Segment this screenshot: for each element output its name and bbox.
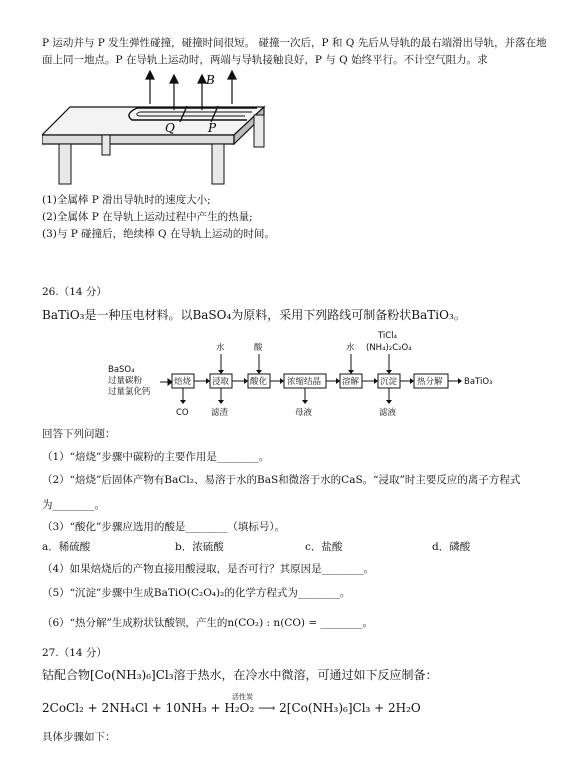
output-mother-liquor: 母液 (295, 408, 313, 418)
p26-q2-line1: （2）“焙烧”后固体产物有BaCl₂、易溶于水的BaS和微溶于水的CaS。“浸取”时主要反应的离子方程式 (42, 474, 521, 486)
p26-q4: （4）如果焙烧后的产物直接用酸浸取，是否可行？其原因是________。 (42, 563, 375, 575)
option-b: b．浓硫酸 (175, 541, 224, 553)
equation-catalyst: 活性炭 (232, 693, 253, 701)
p26-q6: （6）“热分解”生成粉状钛酸钡，产生的n(CO₂) : n(CO) = ________。 (42, 617, 374, 629)
flow-start-3: 过量氯化钙 (108, 387, 151, 397)
output-co: CO (176, 408, 189, 418)
flow-start-1: BaSO₄ (108, 365, 135, 375)
p27-intro: 钴配合物[Co(NH₃)₆]Cl₃溶于热水，在冷水中微溶，可通过如下反应制备： (42, 668, 438, 682)
table-leg (212, 144, 224, 184)
output-residue: 滤渣 (211, 408, 229, 418)
rail-table-figure (42, 70, 302, 188)
input-water-1: 水 (216, 343, 225, 353)
output-filtrate: 滤液 (379, 408, 397, 418)
step-dissolve-label: 溶解 (342, 377, 360, 387)
p27-steps-label: 具体步骤如下： (42, 731, 116, 743)
table-leg (59, 144, 71, 184)
table-leg (102, 135, 110, 155)
label-p: P (208, 121, 217, 135)
process-flow-diagram (108, 330, 528, 420)
flow-end: BaTiO₃ (464, 377, 493, 387)
step-leaching-label: 浸取 (212, 377, 230, 387)
p25-intro-line2: 面上同一地点。P 在导轨上运动时，两端与导轨接触良好，P 与 Q 始终平行。不计空气阻力。求 (42, 54, 488, 66)
p25-q3: (3)与 P 碰撞后，绝续棒 Q 在导轨上运动的时间。 (42, 228, 275, 240)
step-acidify-label: 酸化 (250, 377, 268, 387)
p26-q1: （1）“焙烧”步骤中碳粉的主要作用是________。 (42, 451, 270, 463)
p26-prompt: 回答下列问题： (42, 428, 116, 440)
step-precipitate-label: 沉淀 (380, 377, 398, 387)
p26-q5: （5）“沉淀”步骤中生成BaTiO(C₂O₄)₂的化学方程式为________。 (42, 587, 351, 599)
p26-intro: BaTiO₃是一种压电材料。以BaSO₄为原料，采用下列路线可制备粉状BaTiO₃。 (42, 308, 466, 322)
input-ticl4: TiCl₄ (378, 331, 397, 341)
p27-header: 27.（14 分） (42, 647, 107, 659)
label-b: B (206, 73, 215, 87)
input-water-2: 水 (346, 343, 355, 353)
label-q: Q (165, 121, 175, 135)
p25-q1: (1)全属棒 P 滑出导轨时的速度大小; (42, 194, 211, 206)
p26-q2-line2: 为________。 (42, 499, 105, 511)
input-acid: 酸 (254, 343, 263, 353)
input-oxalate: (NH₄)₂C₂O₄ (366, 343, 412, 353)
p26-q3: （3）“酸化”步骤应选用的酸是________（填标号）。 (42, 521, 286, 533)
step-roasting-label: 焙烧 (174, 377, 192, 387)
flow-start-2: 过量碳粉 (108, 376, 143, 386)
step-decompose-label: 热分解 (417, 377, 443, 387)
magnetic-field-arrows (146, 71, 236, 110)
p27-equation: 2CoCl₂ + 2NH₄Cl + 10NH₃ + H₂O₂ ⟶ 2[Co(NH₃)₆]Cl₃ + 2H₂O (42, 701, 421, 715)
option-d: d．磷酸 (432, 541, 471, 553)
table-edge (42, 135, 234, 144)
table-leg (254, 115, 264, 147)
step-crystallize-label: 浓缩结晶 (287, 377, 322, 387)
option-c: c．盐酸 (305, 541, 343, 553)
p26-header: 26.（14 分） (42, 286, 107, 298)
option-a: a．稀硫酸 (42, 541, 91, 553)
table-top (42, 107, 264, 135)
p25-intro-line1: P 运动并与 P 发生弹性碰撞，碰撞时间很短。 碰撞一次后，P 和 Q 先后从导轨的最右端滑出导轨，并落在地 (42, 37, 547, 49)
p25-q2: (2)全属体 P 在导轨上运动过程中产生的热量; (42, 211, 253, 223)
